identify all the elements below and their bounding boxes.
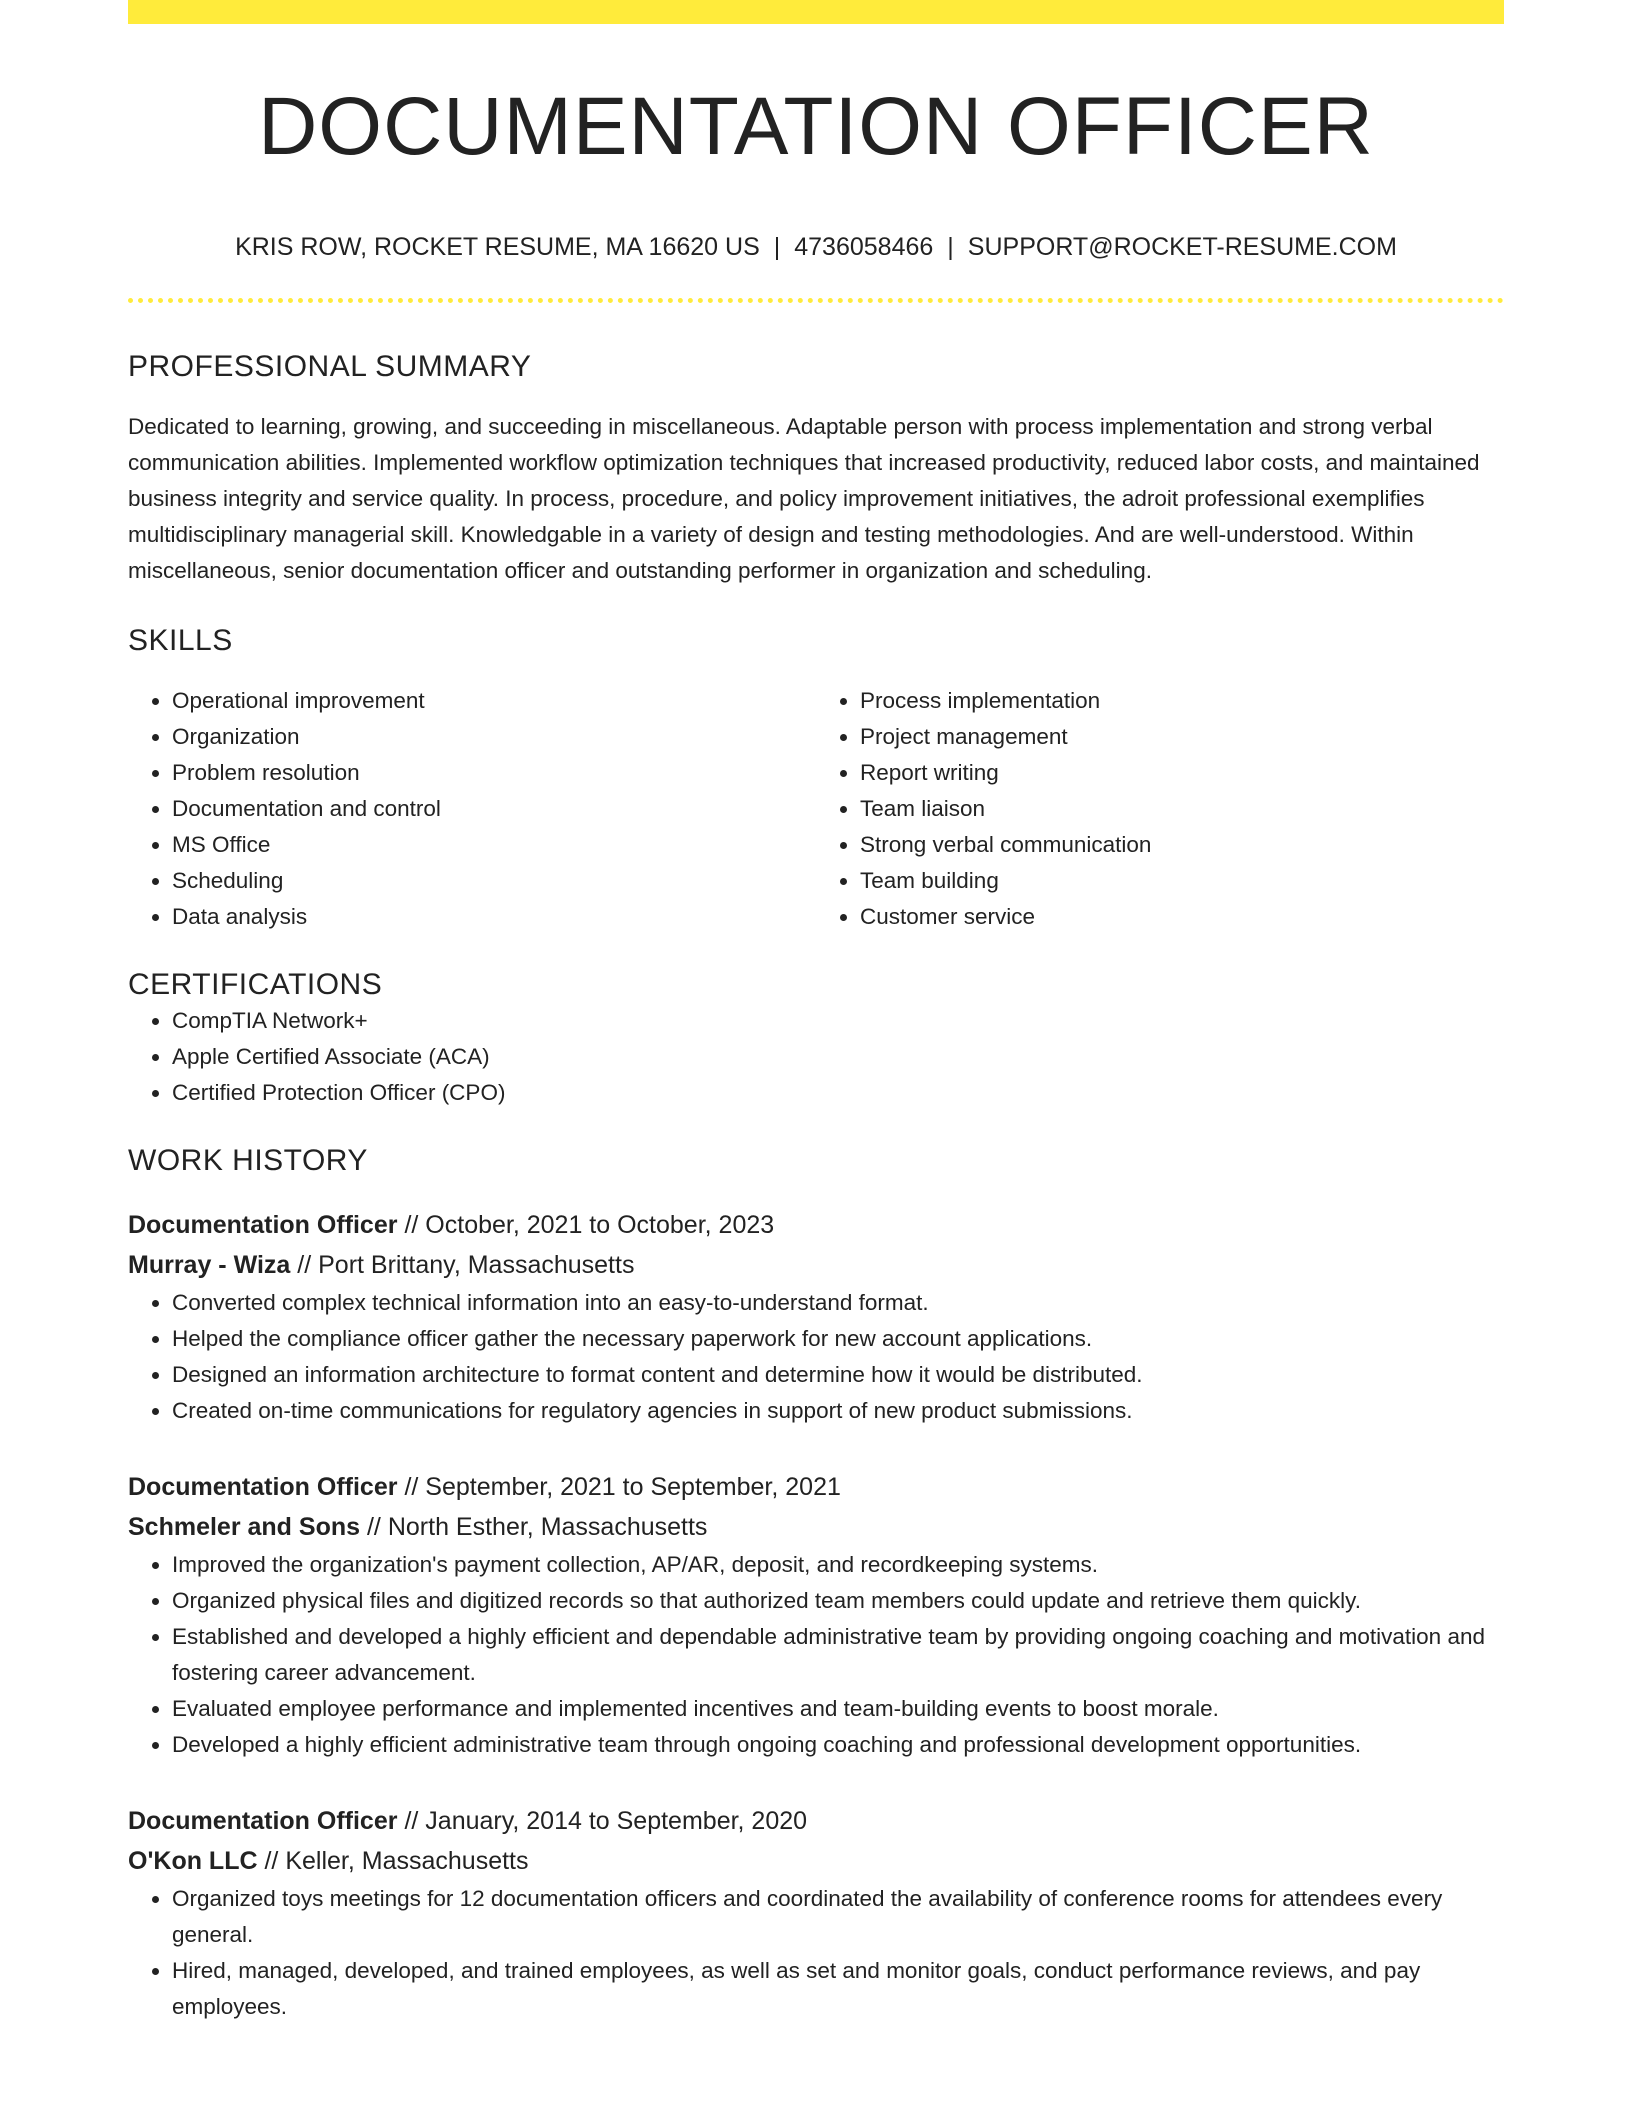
contact-line [128, 232, 1504, 262]
certification-item: • Certified Protection Officer (CPO) [172, 1075, 1504, 1111]
skill-item: • Team building [860, 863, 1504, 899]
job-dates: January, 2014 to September, 2020 [425, 1807, 808, 1836]
job-bullet: • Designed an information architecture to format content and determine how it would be distributed. [172, 1357, 1504, 1393]
job-bullet: • Improved the organization's payment collection, AP/AR, deposit, and recordkeeping systems. [172, 1547, 1504, 1583]
summary-text: Dedicated to learning, growing, and succeeding in miscellaneous. Adaptable person with process implementation and strong verbal communication abilities. Implemented workflow optimization techniques that increased productivity, reduced labor costs, and maintained business integrity and service quality. In process, procedure, and policy improvement initiatives, the adroit professional exemplifies multidisciplinary managerial skill. Knowledgable in a variety of design and testing methodologies. And are well-understood. Within miscellaneous, senior documentation officer and outstanding performer in organization and scheduling. [128, 414, 1480, 584]
summary-heading: PROFESSIONAL SUMMARY [128, 350, 532, 384]
contact-separator: | [773, 233, 781, 262]
job-company: Schmeler and Sons [128, 1513, 361, 1542]
job-divider: // [297, 1251, 312, 1280]
skill-item: • Problem resolution [172, 755, 816, 791]
contact-separator: | [947, 233, 954, 262]
job-company: Murray - Wiza [128, 1251, 291, 1280]
job-dates: October, 2021 to October, 2023 [425, 1211, 775, 1240]
dotted-divider [128, 298, 1504, 303]
job-location: Keller, Massachusetts [285, 1847, 529, 1876]
skill-item: • Team liaison [860, 791, 1504, 827]
job-bullet: • Helped the compliance officer gather the necessary paperwork for new account applications. [172, 1321, 1504, 1357]
job-company-line [128, 1841, 1504, 1881]
job-company: O'Kon LLC [128, 1847, 258, 1876]
job-entry [128, 1205, 1504, 1429]
job-divider: // [404, 1473, 419, 1502]
job-bullet: • Created on-time communications for regulatory agencies in support of new product submissions. [172, 1393, 1504, 1429]
job-company-line [128, 1245, 1504, 1285]
skill-item: • Operational improvement [172, 683, 816, 719]
job-role: Documentation Officer [128, 1211, 398, 1240]
job-divider: // [404, 1211, 419, 1240]
job-company-line [128, 1507, 1504, 1547]
skills-list-right [816, 683, 1504, 935]
accent-bar [128, 0, 1504, 24]
job-bullet: • Hired, managed, developed, and trained employees, as well as set and monitor goals, conduct performance reviews, and pay employees. [172, 1953, 1504, 2025]
skill-item: • Customer service [860, 899, 1504, 935]
skills-columns [128, 683, 1504, 935]
certification-item: • CompTIA Network+ [172, 1003, 1504, 1039]
certifications-heading: CERTIFICATIONS [128, 968, 383, 1002]
skill-item: • Organization [172, 719, 816, 755]
certification-item: • Apple Certified Associate (ACA) [172, 1039, 1504, 1075]
job-bullet: • Evaluated employee performance and implemented incentives and team-building events to boost morale. [172, 1691, 1504, 1727]
job-bullets [128, 1881, 1504, 2025]
job-entry [128, 1467, 1504, 1763]
skill-item: • Strong verbal communication [860, 827, 1504, 863]
job-entry [128, 1801, 1504, 2025]
job-role: Documentation Officer [128, 1473, 398, 1502]
skill-item: • Data analysis [172, 899, 816, 935]
job-bullet: • Established and developed a highly efficient and dependable administrative team by providing ongoing coaching and motivation and fostering career advancement. [172, 1619, 1504, 1691]
job-title-line [128, 1205, 1504, 1245]
contact-phone: 4736058466 [794, 233, 934, 262]
job-role: Documentation Officer [128, 1807, 398, 1836]
skill-item: • MS Office [172, 827, 816, 863]
skill-item: • Scheduling [172, 863, 816, 899]
skill-item: • Documentation and control [172, 791, 816, 827]
skills-left-column [128, 683, 816, 935]
skills-list-left [128, 683, 816, 935]
job-dates: September, 2021 to September, 2021 [425, 1473, 841, 1502]
skill-item: • Process implementation [860, 683, 1504, 719]
skill-item: • Project management [860, 719, 1504, 755]
skills-right-column [816, 683, 1504, 935]
contact-address: KRIS ROW, ROCKET RESUME, MA 16620 US [235, 233, 760, 262]
job-bullet: • Organized toys meetings for 12 documentation officers and coordinated the availability of conference rooms for attendees every general. [172, 1881, 1504, 1953]
page-title: DOCUMENTATION OFFICER [258, 81, 1374, 172]
job-divider: // [264, 1847, 279, 1876]
job-divider: // [366, 1513, 381, 1542]
job-bullets [128, 1285, 1504, 1429]
job-location: Port Brittany, Massachusetts [318, 1251, 635, 1280]
job-title-line [128, 1467, 1504, 1507]
job-bullets [128, 1547, 1504, 1763]
job-location: North Esther, Massachusetts [387, 1513, 708, 1542]
contact-email: SUPPORT@ROCKET-RESUME.COM [967, 233, 1397, 262]
job-bullet: • Converted complex technical information into an easy-to-understand format. [172, 1285, 1504, 1321]
certifications-list [128, 1003, 1504, 1111]
work-history-heading: WORK HISTORY [128, 1144, 368, 1178]
job-bullet: • Developed a highly efficient administrative team through ongoing coaching and professional development opportunities. [172, 1727, 1504, 1763]
resume-page [128, 0, 1504, 2025]
skills-heading: SKILLS [128, 624, 233, 658]
job-bullet: • Organized physical files and digitized records so that authorized team members could update and retrieve them quickly. [172, 1583, 1504, 1619]
job-divider: // [404, 1807, 419, 1836]
job-title-line [128, 1801, 1504, 1841]
skill-item: • Report writing [860, 755, 1504, 791]
